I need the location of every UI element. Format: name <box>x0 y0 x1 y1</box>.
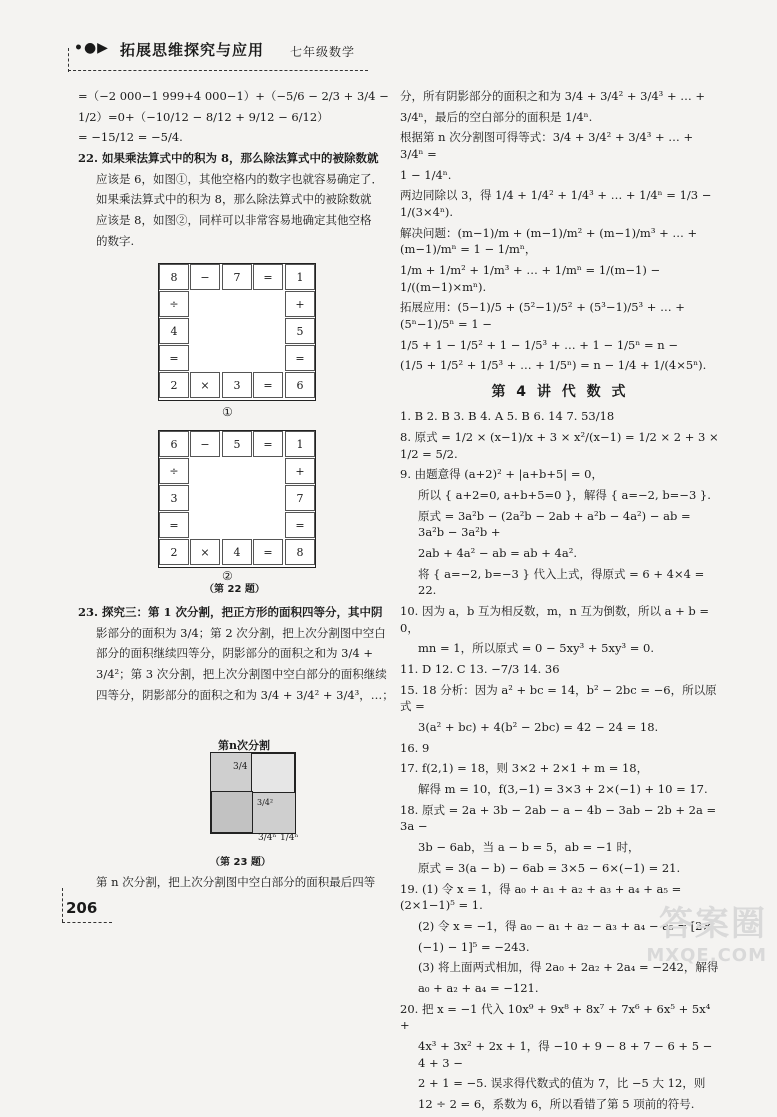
grid-cell: 7 <box>222 264 252 290</box>
watermark <box>646 900 767 969</box>
answer-line: 原式 = 3(a − b) − 6ab = 3×5 − 6×(−1) = 21. <box>418 860 681 875</box>
grid-cell: × <box>190 539 220 565</box>
answer-line: 12 ÷ 2 = 6，系数为 6，所以看错了第 5 项前的符号. <box>418 1096 695 1111</box>
footer-divider <box>62 922 112 923</box>
question-23 <box>78 604 396 707</box>
text-line: 两边同除以 3，得 1/4 + 1/4² + 1/4³ + … + 1/4ⁿ = 1/3 − 1/(3×4ⁿ). <box>400 188 712 220</box>
figure-label: 1/4ⁿ <box>280 833 299 843</box>
book-title: 拓展思维探究与应用 <box>120 41 265 59</box>
text-line: (1/5 + 1/5² + 1/5³ + … + 1/5ⁿ) = n − 1/4 + 1/(4×5ⁿ). <box>400 358 707 373</box>
watermark-url: MXQE.COM <box>646 944 767 966</box>
text-line: 拓展应用：(5−1)/5 + (5²−1)/5² + (5³−1)/5³ + … + (5ⁿ−1)/5ⁿ = 1 − <box>400 300 685 332</box>
text-line: 3/4ⁿ，最后的空白部分的面积是 1/4ⁿ. <box>400 109 593 124</box>
question-23-line: 3/4²；第 3 次分割，把上次分割图中空白部分的面积继续 <box>96 667 387 682</box>
figure-region <box>251 753 295 793</box>
answer-line: 8. 原式 = 1/2 × (x−1)/x + 3 × x²/(x−1) = 1/2 × 2 + 3 × 1/2 = 5/2. <box>400 430 719 461</box>
answer-line: 17. f(2,1) = 18，则 3×2 + 2×1 + m = 18， <box>400 761 649 776</box>
header-divider <box>68 48 69 72</box>
question-22-line: 应该是 6，如图①，其他空格内的数字也就容易确定了． <box>96 171 383 186</box>
grid-cell: 2 <box>159 539 189 565</box>
answer-line: 19. (1) 令 x = 1，得 a₀ + a₁ + a₂ + a₃ + a₄ + a₅ = (2×1−1)⁵ = 1. <box>400 881 682 913</box>
figure-label: 3/4ⁿ <box>258 833 277 843</box>
grid-cell: + <box>285 458 315 484</box>
grid-cell: − <box>190 264 220 290</box>
question-22-line: 应该是 8，如图②，同样可以非常容易地确定其他空格 <box>96 213 372 228</box>
question-22-line: 22. 如果乘法算式中的积为 8，那么除法算式中的被除数就 <box>78 151 379 166</box>
page-number: 206 <box>66 899 98 917</box>
answer-line: 2ab + 4a² − ab = ab + 4a². <box>418 546 577 561</box>
grid-cell: 4 <box>159 318 189 344</box>
answer-line: 所以 { a+2=0, a+b+5=0 }，解得 { a=−2, b=−3 }. <box>418 488 711 503</box>
text-line: 根据第 n 次分割图可得等式：3/4 + 3/4² + 3/4³ + … + 3/4ⁿ = <box>400 130 694 162</box>
grid-cell: 6 <box>285 372 315 398</box>
question-23-line: 影部分的面积为 3/4；第 2 次分割，把上次分割图中空白 <box>96 625 386 640</box>
text-line: 第 n 次分割，把上次分割图中空白部分的面积最后四等 <box>96 875 376 889</box>
grid-cell: = <box>253 264 283 290</box>
answer-line: 解得 m = 10，f(3,−1) = 3×3 + 2×(−1) + 10 = 17. <box>418 782 708 797</box>
answer-line: 15. 18 分析：因为 a² + bc = 14，b² − 2bc = −6，所以原式 = <box>400 682 717 714</box>
figure-label: 3/4² <box>257 798 274 807</box>
grid-cell: 5 <box>285 318 315 344</box>
question-23-line: 部分的面积继续四等分，阴影部分的面积之和为 3/4 + <box>96 646 373 661</box>
text-line: 1/5 + 1 − 1/5² + 1 − 1/5³ + … + 1 − 1/5ⁿ = n − <box>400 337 678 352</box>
grid-cell: 5 <box>222 431 252 457</box>
text-line: =（−2 000−1 999+4 000−1）+（−5/6 − 2/3 + 3/4 − <box>78 89 389 103</box>
text-line: 1/2）=0+（−10/12 − 8/12 + 9/12 − 6/12） <box>78 109 329 124</box>
grid-cell: 8 <box>285 539 315 565</box>
grid-cell: = <box>285 512 315 538</box>
answer-line: 3b − 6ab，当 a − b = 5，ab = −1 时， <box>418 840 640 855</box>
text-line: 1 − 1/4ⁿ. <box>400 167 452 182</box>
answer-line: mn = 1，所以原式 = 0 − 5xy³ + 5xy³ = 0. <box>418 641 654 656</box>
question-22-line: 如果乘法算式中的积为 8，那么除法算式中的被除数就 <box>96 192 372 207</box>
page-footer <box>66 898 97 920</box>
grid-cell: 8 <box>159 264 189 290</box>
figure-23 <box>210 752 296 834</box>
grid-cell: = <box>285 345 315 371</box>
answer-line: (3) 将上面两式相加，得 2a₀ + 2a₂ + 2a₄ = −242，解得 <box>418 960 719 975</box>
grid-cell: = <box>253 431 283 457</box>
figure-grid-2 <box>158 430 316 568</box>
figure-grid-1 <box>158 263 316 401</box>
answer-line: 20. 把 x = −1 代入 10x⁹ + 9x⁸ + 8x⁷ + 7x⁶ + 6x⁵ + 5x⁴ + <box>400 1001 711 1033</box>
book-subtitle: 七年级数学 <box>290 45 356 59</box>
text-line: 解决问题：(m−1)/m + (m−1)/m² + (m−1)/m³ + … + (m−1)/mⁿ = 1 − 1/mⁿ， <box>400 225 698 257</box>
answer-line: 1. B 2. B 3. B 4. A 5. B 6. 14 7. 53/18 <box>400 409 615 424</box>
section-title: 第 4 讲 代 数 式 <box>491 384 629 401</box>
grid-cell: 7 <box>285 485 315 511</box>
figure-caption: （第 22 题） <box>204 584 265 595</box>
grid-cell: + <box>285 291 315 317</box>
answer-line: 2 + 1 = −5. 误求得代数式的值为 7，比 −5 大 12，则 <box>418 1076 706 1091</box>
question-23-line: 四等分，阴影部分的面积之和为 3/4 + 3/4² + 3/4³，…； <box>96 687 394 702</box>
grid-cell: = <box>159 512 189 538</box>
text-line: 分，所有阴影部分的面积之和为 3/4 + 3/4² + 3/4³ + … + <box>400 89 706 103</box>
header-arrow-icon: •●▶ <box>74 40 109 56</box>
answer-line: 4x³ + 3x² + 2x + 1，得 −10 + 9 − 8 + 7 − 6 + 5 − 4 + 3 − <box>418 1038 713 1070</box>
answer-line: 将 { a=−2, b=−3 } 代入上式，得原式 = 6 + 4×4 = 22. <box>418 566 705 598</box>
grid-cell: = <box>253 539 283 565</box>
figure-label: ② <box>222 569 233 583</box>
figure-region <box>211 791 253 833</box>
grid-cell: = <box>253 372 283 398</box>
footer-divider <box>62 888 63 922</box>
grid-cell: − <box>190 431 220 457</box>
left-column <box>78 88 396 253</box>
figure-title: 第n次分割 <box>218 739 270 752</box>
answer-line: (2) 令 x = −1，得 a₀ − a₁ + a₂ − a₃ + a₄ − a₅ = [2× <box>418 918 713 933</box>
figure-label: 3/4 <box>233 762 248 772</box>
answer-line: 9. 由题意得 (a+2)² + |a+b+5| = 0， <box>400 467 603 482</box>
text-line: 1/m + 1/m² + 1/m³ + … + 1/mⁿ = 1/(m−1) − 1/((m−1)×mⁿ). <box>400 263 661 294</box>
answer-line: 18. 原式 = 2a + 3b − 2ab − a − 4b − 3ab − 2b + 2a = 3a − <box>400 802 717 834</box>
left-bottom <box>78 874 396 895</box>
grid-cell: × <box>190 372 220 398</box>
answer-line: 原式 = 3a²b − (2a²b − 2ab + a²b − 4a²) − ab = 3a²b − 3a²b + <box>418 508 691 540</box>
figure-caption: （第 23 题） <box>210 857 271 868</box>
answer-line: 10. 因为 a，b 互为相反数，m，n 互为倒数，所以 a + b = 0， <box>400 604 710 635</box>
grid-cell: 6 <box>159 431 189 457</box>
grid-cell: 4 <box>222 539 252 565</box>
answer-line: 11. D 12. C 13. −7/3 14. 36 <box>400 662 560 677</box>
header-divider <box>68 70 368 71</box>
grid-cell: 3 <box>222 372 252 398</box>
page-header <box>68 38 368 76</box>
text-line: = −15/12 = −5/4. <box>78 130 183 145</box>
answer-line: (−1) − 1]⁵ = −243. <box>418 939 530 954</box>
answer-line: 3(a² + bc) + 4(b² − 2bc) = 42 − 24 = 18. <box>418 720 659 735</box>
question-23-line: 23. 探究三：第 1 次分割，把正方形的面积四等分，其中阴 <box>78 605 383 619</box>
answer-line: a₀ + a₂ + a₄ = −121. <box>418 980 539 995</box>
grid-cell: 1 <box>285 431 315 457</box>
answer-line: 16. 9 <box>400 740 430 755</box>
grid-cell: ÷ <box>159 458 189 484</box>
grid-cell: 2 <box>159 372 189 398</box>
grid-cell: 1 <box>285 264 315 290</box>
grid-cell: 3 <box>159 485 189 511</box>
grid-cell: ÷ <box>159 291 189 317</box>
grid-cell: = <box>159 345 189 371</box>
question-22-line: 的数字. <box>96 233 135 248</box>
watermark-logo: 答案圈 <box>659 903 767 944</box>
figure-label: ① <box>222 405 233 419</box>
